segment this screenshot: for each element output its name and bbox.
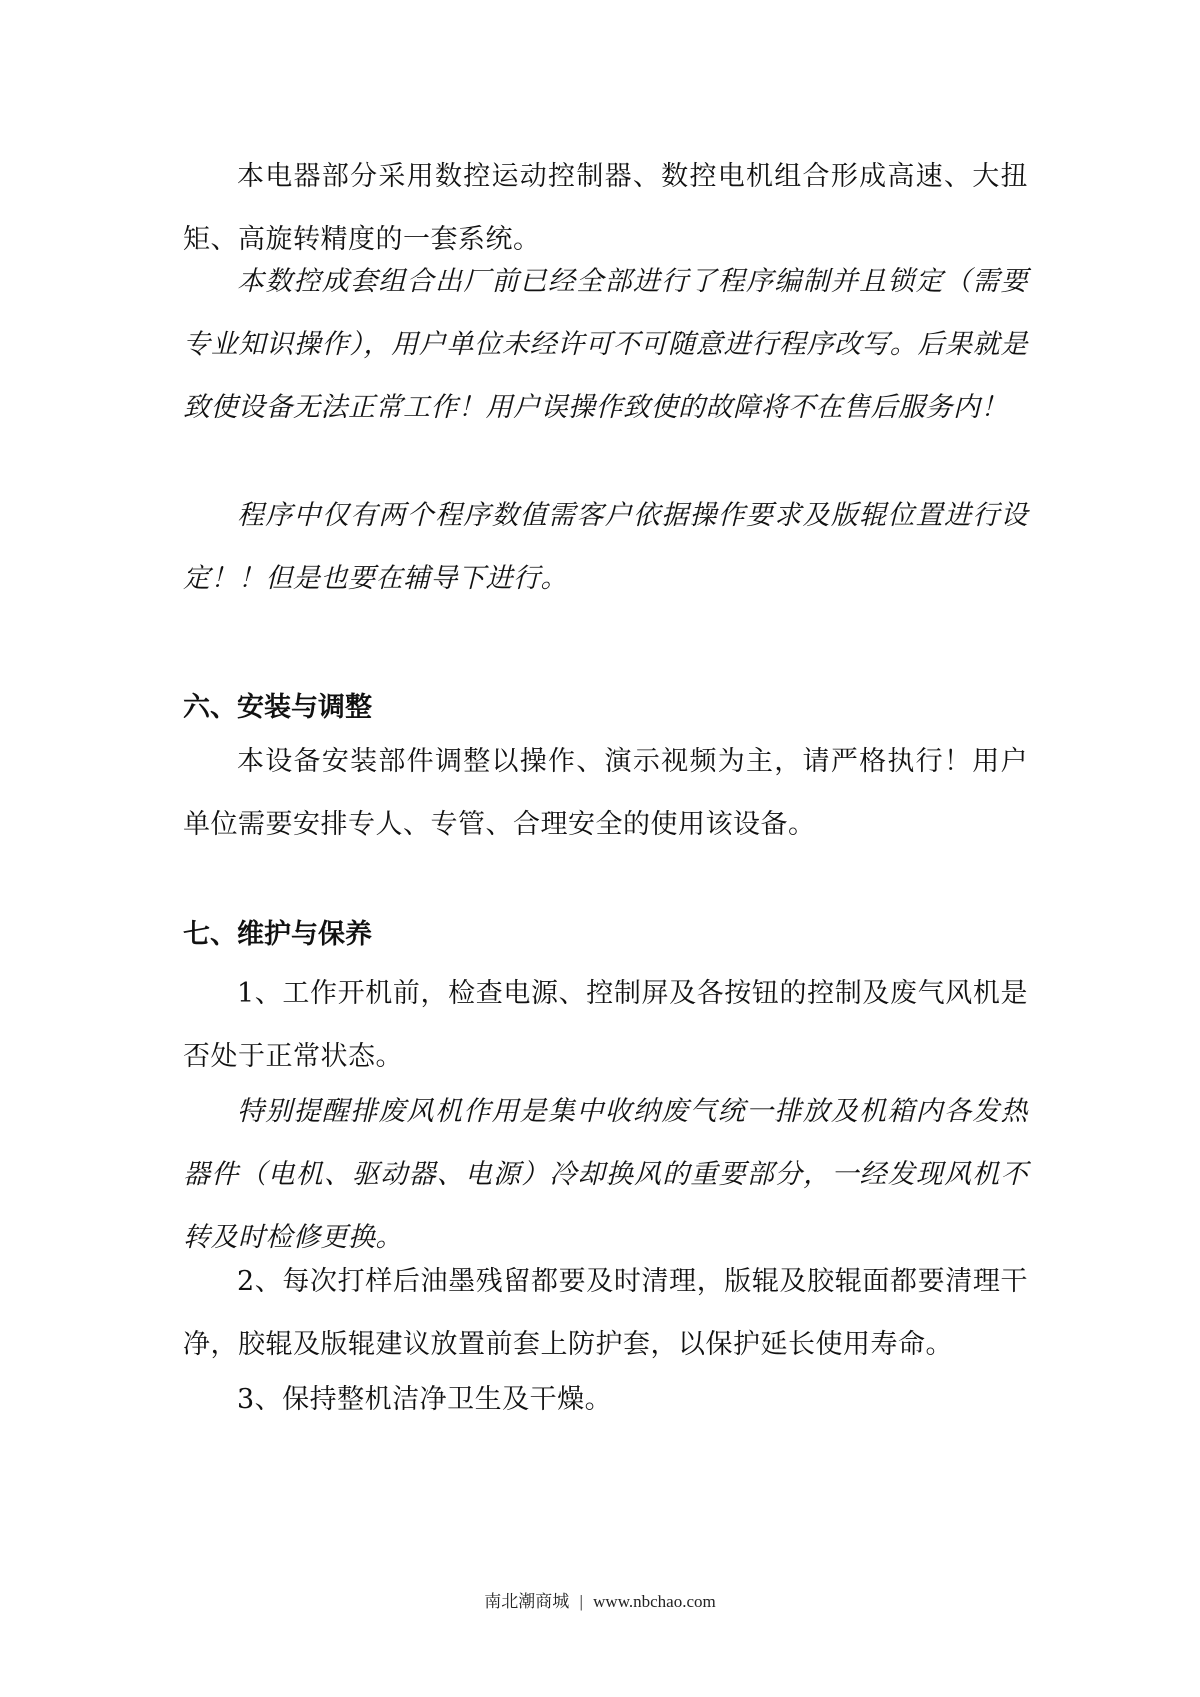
section-6-heading: 六、安装与调整 — [183, 692, 372, 723]
section-7-special-reminder: 特别提醒排废风机作用是集中收纳废气统一排放及机箱内各发热器件（电机、驱动器、电源）冷却换风的重要部分，一经发现风机不转及时检修更换。 — [183, 1096, 1028, 1253]
footer-site-name: 南北潮商城 — [484, 1592, 570, 1611]
page-footer — [0, 1587, 1200, 1612]
section-6-paragraph: 本设备安装部件调整以操作、演示视频为主，请严格执行！用户单位需要安排专人、专管、合理安全的使用该设备。 — [183, 746, 1028, 840]
intro-paragraph-2-warning: 本数控成套组合出厂前已经全部进行了程序编制并且锁定（需要专业知识操作），用户单位未经许可不可随意进行程序改写。后果就是致使设备无法正常工作！用户误操作致使的故障将不在售后服务内！ — [183, 266, 1028, 423]
section-7-item-2: 2、每次打样后油墨残留都要及时清理，版辊及胶辊面都要清理干净，胶辊及版辊建议放置前套上防护套，以保护延长使用寿命。 — [183, 1266, 1028, 1360]
section-7-item-3: 3、保持整机洁净卫生及干燥。 — [237, 1384, 613, 1415]
section-7-heading: 七、维护与保养 — [183, 919, 372, 950]
footer-url-link[interactable]: www.nbchao.com — [593, 1592, 716, 1611]
footer-separator: | — [579, 1592, 583, 1611]
intro-paragraph-1: 本电器部分采用数控运动控制器、数控电机组合形成高速、大扭矩、高旋转精度的一套系统。 — [183, 161, 1028, 255]
section-7-item-1: 1、工作开机前，检查电源、控制屏及各按钮的控制及废气风机是否处于正常状态。 — [183, 978, 1028, 1072]
intro-paragraph-3-note: 程序中仅有两个程序数值需客户依据操作要求及版辊位置进行设定！！但是也要在辅导下进行。 — [183, 500, 1028, 594]
